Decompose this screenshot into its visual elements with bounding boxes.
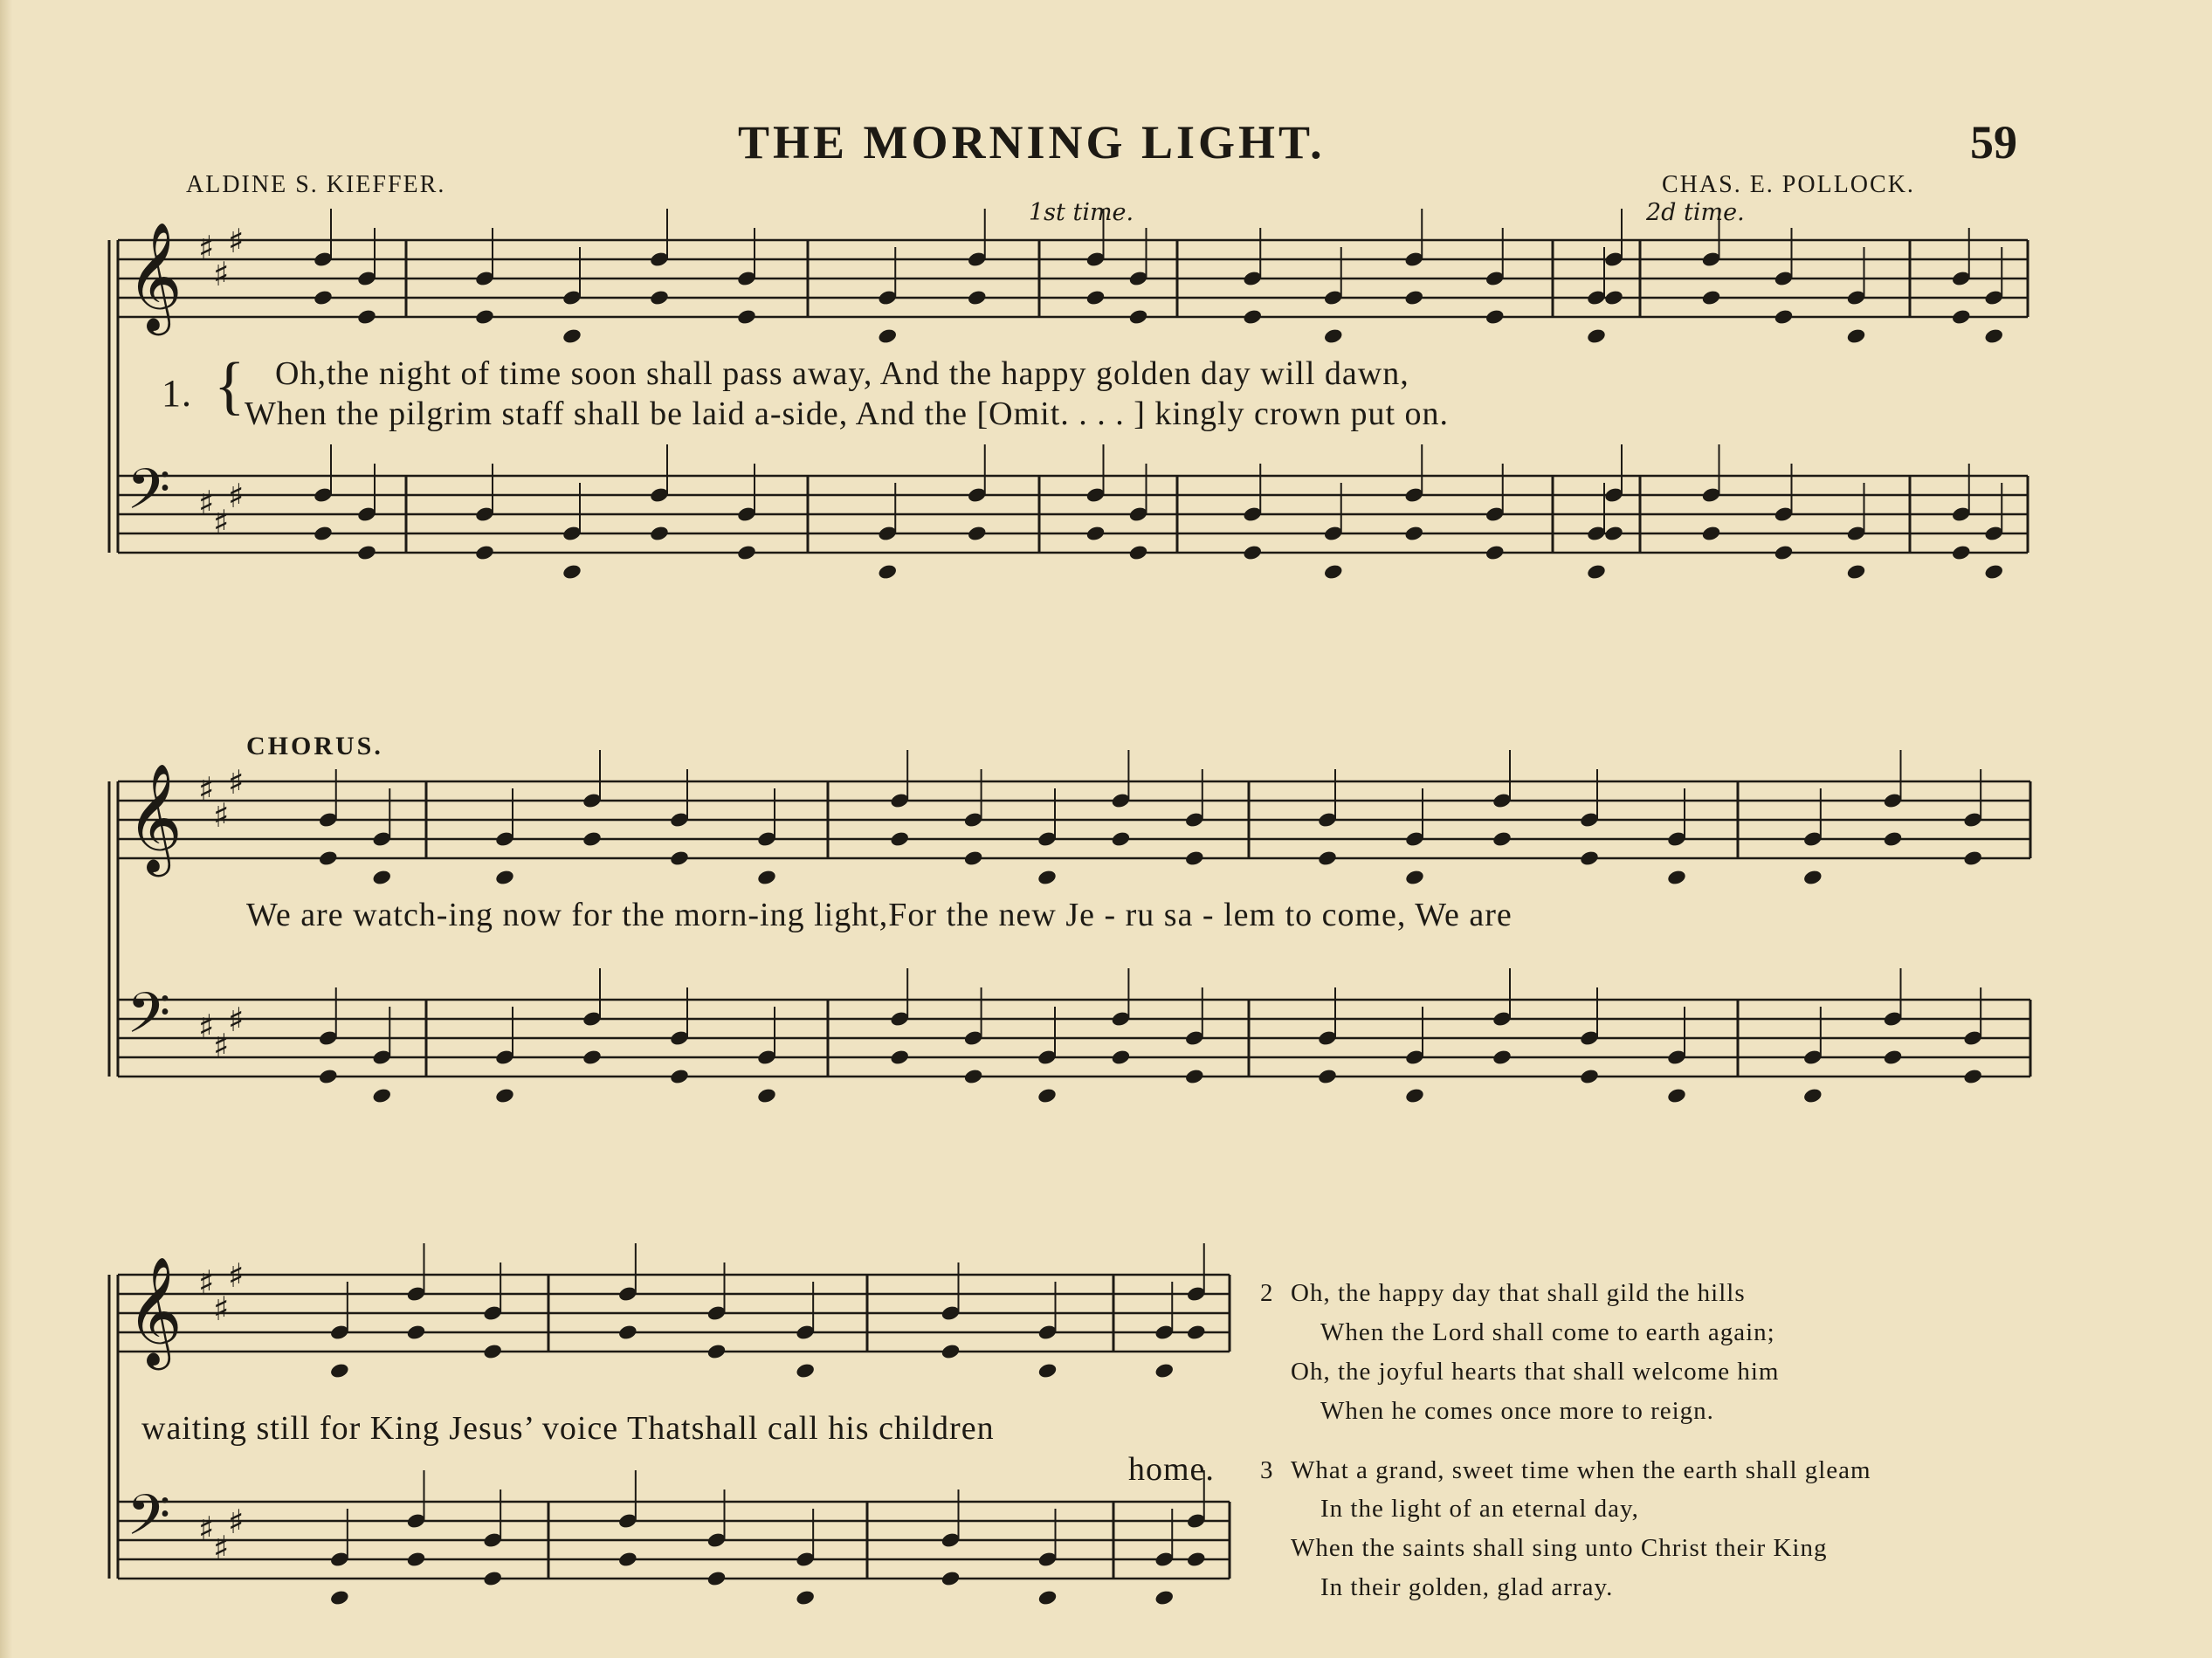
note-head [371, 1087, 392, 1104]
note-head [582, 1049, 603, 1066]
note-head [329, 1362, 350, 1379]
note-head [1951, 308, 1972, 326]
first-ending-label: 1st time. [1029, 199, 1134, 226]
note-head [318, 1068, 339, 1085]
note-head [562, 327, 582, 345]
note-head [1242, 308, 1263, 326]
treble-clef: 𝄞 [127, 1256, 183, 1366]
note-head [889, 1049, 910, 1066]
note-head [795, 1589, 816, 1606]
note-head [1492, 830, 1513, 848]
verse-2-line-1: Oh, the happy day that shall gild the hills [1291, 1279, 1746, 1307]
note-head [1846, 563, 1867, 581]
note-head [1666, 869, 1687, 886]
note-head [1586, 327, 1607, 345]
note-head [736, 308, 757, 326]
verse-3-line-3: When the saints shall sing unto Christ their King [1291, 1534, 1828, 1562]
note-head [1242, 544, 1263, 561]
verse-3-number: 3 [1260, 1456, 1274, 1484]
note-head [356, 544, 377, 561]
note-head [1037, 1362, 1058, 1379]
note-head [649, 289, 670, 306]
note-head [1846, 327, 1867, 345]
sharp-sign: ♯ [198, 1008, 215, 1046]
note-head [1603, 289, 1624, 306]
note-head [1586, 563, 1607, 581]
note-head [1666, 1087, 1687, 1104]
note-head [1317, 850, 1338, 867]
sharp-sign: ♯ [198, 770, 215, 808]
note-head [649, 525, 670, 542]
note-head [617, 1551, 638, 1568]
note-head [706, 1343, 727, 1360]
note-head [1186, 1324, 1207, 1341]
note-head [736, 544, 757, 561]
sharp-sign: ♯ [213, 1529, 230, 1567]
sharp-sign: ♯ [228, 222, 245, 260]
note-head [1404, 869, 1425, 886]
note-head [756, 869, 777, 886]
note-head [1579, 1068, 1600, 1085]
note-head [1492, 1049, 1513, 1066]
note-head [318, 850, 339, 867]
note-head [1983, 563, 2004, 581]
note-head [877, 327, 898, 345]
note-head [1128, 544, 1149, 561]
note-head [406, 1324, 427, 1341]
note-head [1085, 289, 1106, 306]
sharp-sign: ♯ [228, 477, 245, 515]
sharp-sign: ♯ [228, 1503, 245, 1541]
note-head [941, 1343, 961, 1360]
sharp-sign: ♯ [213, 1290, 230, 1328]
sharp-sign: ♯ [213, 796, 230, 835]
note-head [313, 289, 334, 306]
note-head [1111, 1049, 1132, 1066]
note-head [795, 1362, 816, 1379]
verse-3-line-4: In their golden, glad array. [1320, 1573, 1614, 1601]
note-head [967, 289, 988, 306]
note-head [1317, 1068, 1338, 1085]
note-head [1883, 1049, 1904, 1066]
clef-signs [127, 222, 244, 1567]
note-head [562, 563, 582, 581]
note-head [1701, 289, 1722, 306]
note-head [1774, 544, 1795, 561]
treble-clef: 𝄞 [127, 763, 183, 872]
note-head [1962, 1068, 1983, 1085]
note-head [406, 1551, 427, 1568]
note-head [482, 1570, 503, 1587]
note-head [313, 525, 334, 542]
note-head [1184, 1068, 1205, 1085]
note-head [1037, 1589, 1058, 1606]
note-head [1403, 525, 1424, 542]
note-head [1111, 830, 1132, 848]
note-head [1883, 830, 1904, 848]
note-head [1403, 289, 1424, 306]
note-head [669, 1068, 690, 1085]
note-head [706, 1570, 727, 1587]
note-head [329, 1589, 350, 1606]
note-head [1603, 525, 1624, 542]
sharp-sign: ♯ [198, 484, 215, 522]
sharp-sign: ♯ [228, 1256, 245, 1295]
note-head [1962, 850, 1983, 867]
sharp-sign: ♯ [213, 503, 230, 541]
verse-2-line-4: When he comes once more to reign. [1320, 1397, 1714, 1425]
verse-3-line-1: What a grand, sweet time when the earth shall gleam [1291, 1456, 1871, 1484]
note-head [877, 563, 898, 581]
note-head [1323, 327, 1344, 345]
note-head [1186, 1551, 1207, 1568]
note-head [1701, 525, 1722, 542]
note-head [1037, 1087, 1058, 1104]
note-head [617, 1324, 638, 1341]
bass-clef: 𝄢 [127, 981, 171, 1060]
chorus-label: CHORUS. [246, 732, 383, 760]
note-head [889, 830, 910, 848]
note-head [494, 869, 515, 886]
note-head [941, 1570, 961, 1587]
note-head [1404, 1087, 1425, 1104]
note-head [482, 1343, 503, 1360]
stanza1-line2: When the pilgrim staff shall be laid a-side, And the [Omit. . . . ] kingly crown put on. [245, 396, 1450, 432]
stanza-number: 1. [162, 372, 192, 415]
song-title: THE MORNING LIGHT. [738, 116, 1326, 169]
chorus-line2-end: home. [1128, 1451, 1215, 1488]
sharp-sign: ♯ [213, 255, 230, 293]
bass-clef: 𝄢 [127, 457, 171, 536]
note-head [756, 1087, 777, 1104]
note-head [1951, 544, 1972, 561]
note-head [474, 308, 495, 326]
chorus-line2: waiting still for King Jesus’ voice Thatshall call his children [141, 1410, 995, 1447]
stanza1-line1: Oh,the night of time soon shall pass away, And the happy golden day will dawn, [275, 355, 1409, 392]
note-head [356, 308, 377, 326]
verse-2-line-2: When the Lord shall come to earth again; [1320, 1318, 1775, 1346]
note-head [582, 830, 603, 848]
verse-2-line-3: Oh, the joyful hearts that shall welcome him [1291, 1358, 1780, 1386]
note-head [963, 1068, 984, 1085]
note-head [1802, 1087, 1823, 1104]
note-head [1085, 525, 1106, 542]
composer-credit: CHAS. E. POLLOCK. [1662, 171, 1915, 198]
sharp-sign: ♯ [198, 1263, 215, 1302]
note-head [1802, 869, 1823, 886]
note-head [963, 850, 984, 867]
chorus-line1: We are watch-ing now for the morn-ing light,For the new Je - ru sa - lem to come, We are [246, 897, 1513, 933]
note-head [1037, 869, 1058, 886]
sharp-sign: ♯ [213, 1027, 230, 1065]
note-head [669, 850, 690, 867]
second-ending-label: 2d time. [1646, 199, 1745, 226]
note-head [371, 869, 392, 886]
note-head [1323, 563, 1344, 581]
stanza-brace: { [214, 350, 246, 422]
note-head [1485, 544, 1506, 561]
note-head [1184, 850, 1205, 867]
note-head [1485, 308, 1506, 326]
note-head [1579, 850, 1600, 867]
sharp-sign: ♯ [198, 1510, 215, 1548]
sharp-sign: ♯ [228, 1001, 245, 1039]
note-head [1128, 308, 1149, 326]
lyricist-credit: ALDINE S. KIEFFER. [186, 171, 446, 198]
note-head [1774, 308, 1795, 326]
treble-clef: 𝄞 [127, 222, 183, 331]
bass-clef: 𝄢 [127, 1483, 171, 1562]
note-head [494, 1087, 515, 1104]
page-number: 59 [1970, 116, 2017, 169]
note-head [967, 525, 988, 542]
sharp-sign: ♯ [198, 229, 215, 267]
sharp-sign: ♯ [228, 763, 245, 801]
verse-2-number: 2 [1260, 1279, 1274, 1307]
note-head [1983, 327, 2004, 345]
note-head [474, 544, 495, 561]
note-head [1154, 1362, 1175, 1379]
verse-3-line-2: In the light of an eternal day, [1320, 1495, 1639, 1523]
note-head [1154, 1589, 1175, 1606]
